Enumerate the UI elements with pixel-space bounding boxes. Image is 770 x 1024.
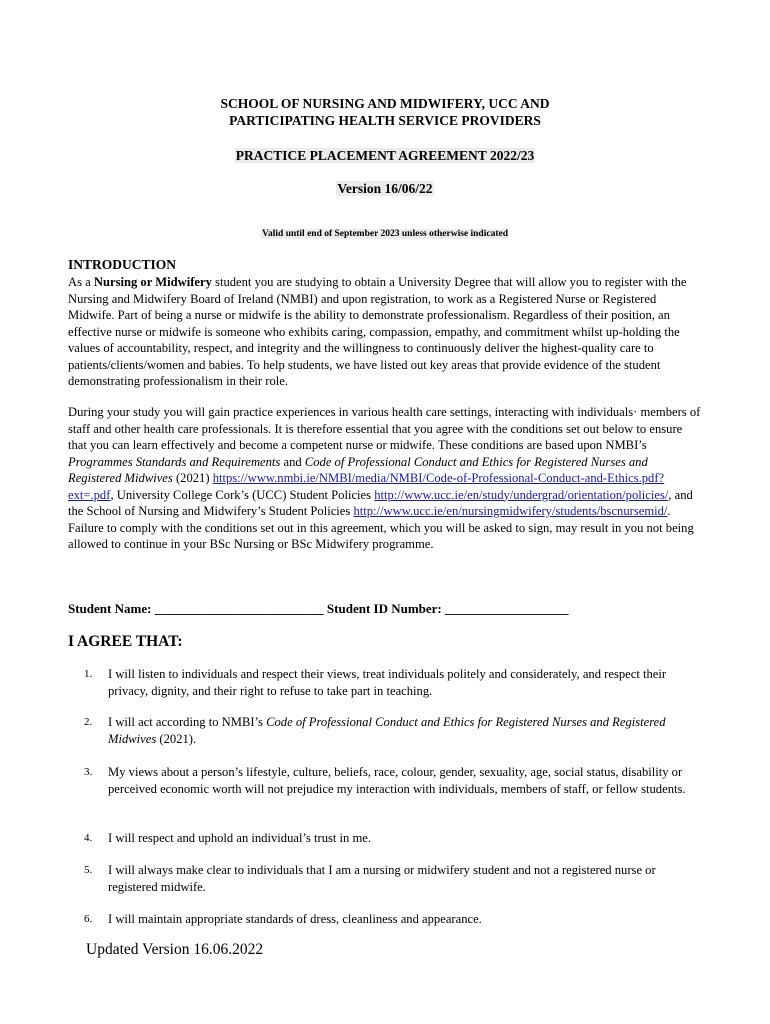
p2-italic-code: Code of Professional Conduct and Ethics for Registered Nurses and Registered Midwives — [68, 454, 648, 485]
p1-text-a: As a — [68, 275, 94, 289]
title-line-1: SCHOOL OF NURSING AND MIDWIFERY, UCC AND — [220, 96, 550, 111]
document-title — [0, 95, 770, 129]
p2-text-e: , and the School of Nursing and Midwifery’s Student Policies — [68, 487, 693, 518]
p2-text-d: , University College Cork’s (UCC) Student Policies — [110, 487, 375, 502]
item-number: 2. — [84, 716, 93, 728]
item-number: 1. — [84, 668, 93, 680]
introduction-heading: INTRODUCTION — [68, 257, 177, 272]
agreement-subtitle — [0, 148, 770, 164]
p1-bold: Nursing or Midwifery — [93, 275, 212, 289]
nursing-midwifery-policies-link[interactable]: http://www.ucc.ie/en/nursingmidwifery/students/bscnursemid/ — [353, 504, 668, 518]
ucc-policies-link[interactable]: http://www.ucc.ie/en/study/undergrad/orientation/policies/ — [374, 487, 669, 502]
item-text: I will listen to individuals and respect their views, treat individuals politely and considerately, and respect their privacy, dignity, and their right to refuse to take part in teaching. — [108, 667, 667, 698]
version-text: Version 16/06/22 — [337, 181, 433, 196]
agreement-subtitle-text: PRACTICE PLACEMENT AGREEMENT 2022/23 — [235, 148, 535, 163]
item-number: 3. — [84, 766, 93, 778]
student-fields — [68, 601, 569, 617]
nmbi-code-link[interactable]: https://www.nmbi.ie/NMBI/media/NMBI/Code-of-Professional-Conduct-and-Ethics.pdf?ext=.pdf — [68, 471, 665, 502]
title-line-2: PARTICIPATING HEALTH SERVICE PROVIDERS — [229, 113, 541, 128]
item-2-text-a: I will act according to NMBI’s — [108, 715, 267, 729]
item-2-text-b: (2021). — [156, 731, 197, 746]
introduction-paragraph-1 — [68, 274, 704, 390]
item-number: 5. — [84, 864, 93, 876]
version-label — [0, 181, 770, 197]
student-id-label: Student ID Number: — [326, 601, 442, 616]
p2-text-c: (2021) — [172, 471, 213, 485]
item-text: I will respect and uphold an individual’s trust in me. — [108, 831, 372, 845]
item-text: I will maintain appropriate standards of dress, cleanliness and appearance. — [108, 912, 482, 926]
item-number: 4. — [84, 832, 93, 844]
item-text: My views about a person’s lifestyle, culture, beliefs, race, colour, gender, sexuality, age, social status, disability or perceived economic worth will not prejudice my interaction with individuals, members of staff, or fellow students. — [108, 765, 686, 796]
agree-heading: I AGREE THAT: — [68, 633, 183, 650]
p2-italic-standards: Programmes Standards and Requirements — [68, 454, 281, 469]
item-2-italic: Code of Professional Conduct and Ethics for Registered Nurses and Registered Midwives — [108, 715, 666, 746]
item-number: 6. — [84, 913, 93, 925]
footer-version: Updated Version 16.06.2022 — [86, 941, 264, 958]
p2-text-f: . Failure to comply with the conditions set out in this agreement, which you will be asked to sign, may result in you not being allowed to continue in your BSc Nursing or BSc Midwifery programme. — [68, 504, 694, 551]
p1-text-b: student you are studying to obtain a University Degree that will allow you to register with the Nursing and Midwifery Board of Ireland (NMBI) and upon registration, to work as a Registered Nurse or Registered Midwife. Part of being a nurse or midwife is the ability to demonstrate professionalism. Regardless of their position, an effective nurse or midwife is someone who exhibits caring, compassion, empathy, and commitment whilst up-holding the values of accountability, respect, and integrity and the willingness to continuously deliver the highest-quality care to patients/clients/women and babies. To help students, we have listed out key areas that provide evidence of the student demonstrating professionalism in their role. — [68, 275, 687, 388]
validity-note — [0, 229, 770, 239]
p2-text-a: During your study you will gain practice experiences in various health care settings, interacting with individuals· members of staff and other health care professionals. It is therefore essential that you agree with the conditions set out below to ensure that you can learn effectively and become a competent nurse or midwife. These conditions are based upon NMBI’s — [68, 405, 701, 452]
student-id-field[interactable]: ___________________ — [445, 601, 569, 616]
student-name-field[interactable]: __________________________ — [154, 601, 324, 616]
p2-text-b: and — [280, 454, 305, 469]
item-text — [108, 714, 698, 747]
introduction-paragraph-2 — [68, 404, 704, 553]
student-name-label: Student Name: — [68, 601, 152, 616]
item-text: I will always make clear to individuals that I am a nursing or midwifery student and not a registered nurse or registered midwife. — [108, 863, 656, 894]
validity-text: Valid until end of September 2023 unless otherwise indicated — [262, 229, 508, 239]
